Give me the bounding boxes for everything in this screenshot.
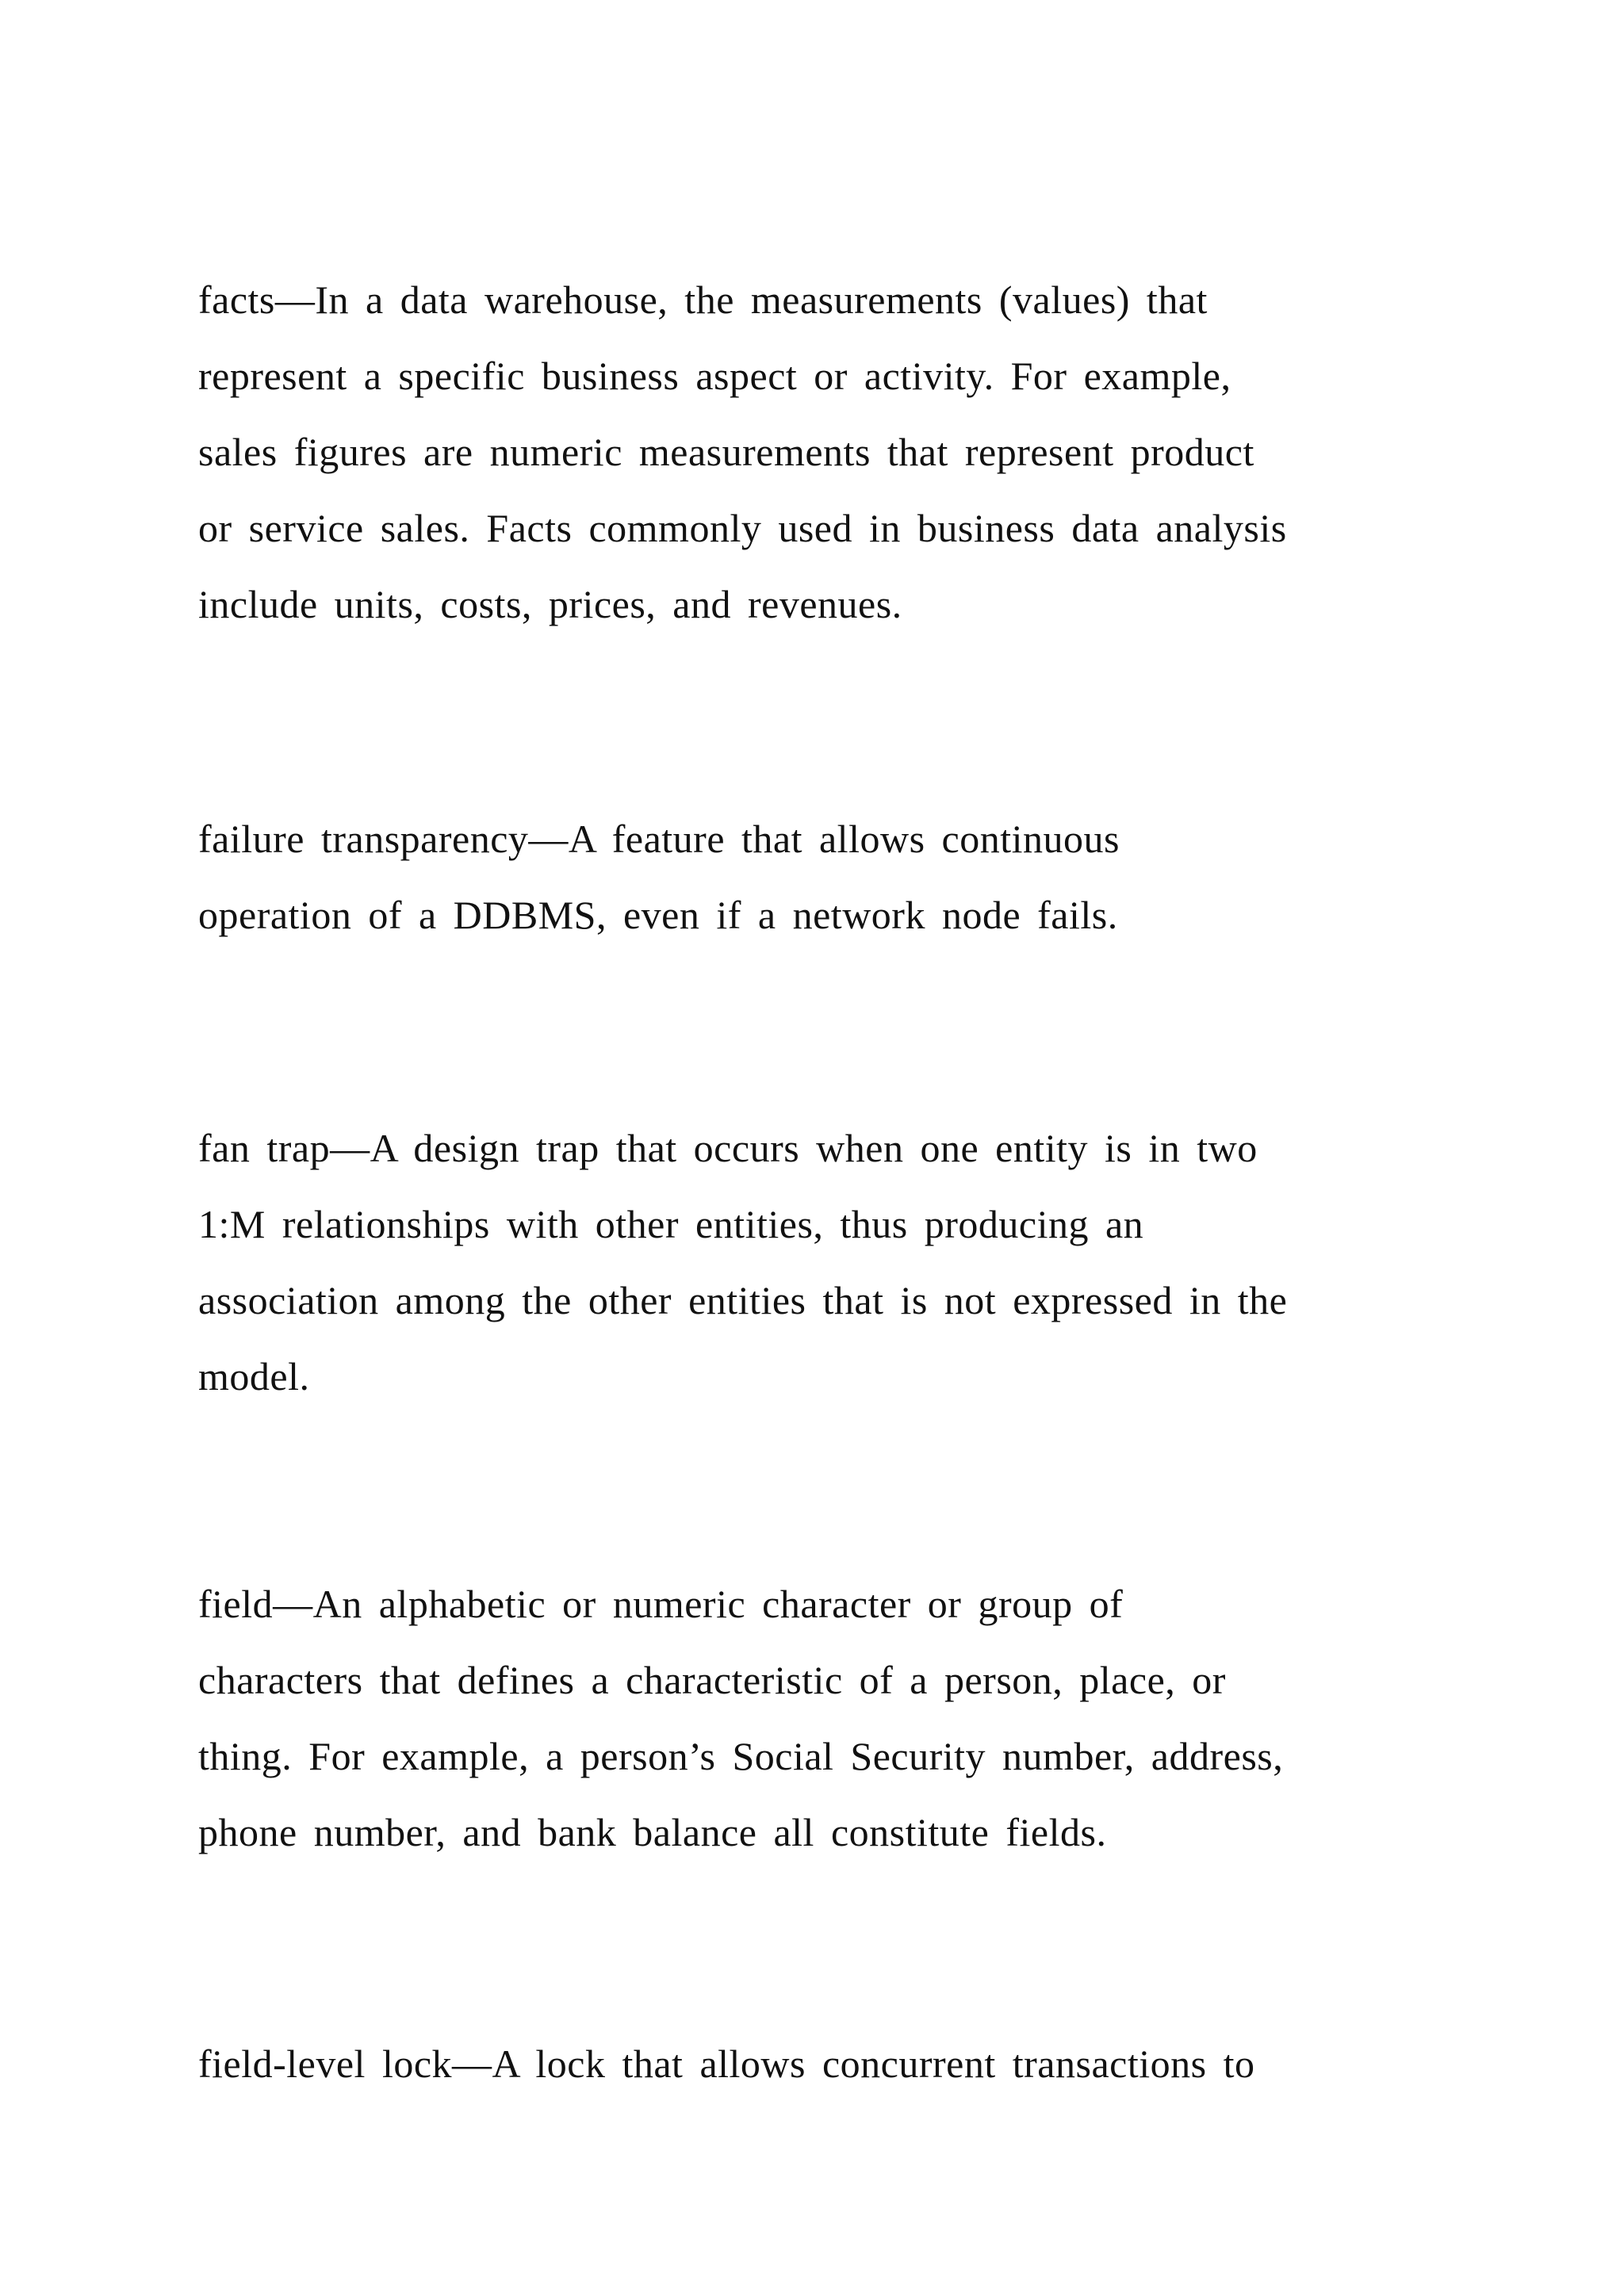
glossary-entry-fan-trap	[198, 1110, 1435, 1414]
entry-line: or service sales. Facts commonly used in business data analysis	[198, 506, 1287, 550]
entry-line: include units, costs, prices, and revenues.	[198, 582, 902, 626]
entry-line: thing. For example, a person’s Social Security number, address,	[198, 1734, 1284, 1778]
entry-line: association among the other entities that is not expressed in the	[198, 1278, 1288, 1322]
entry-line: failure transparency—A feature that allows continuous	[198, 817, 1120, 861]
glossary-entry-field-level-lock	[198, 2026, 1435, 2102]
entry-line: operation of a DDBMS, even if a network node fails.	[198, 893, 1118, 937]
entry-line: represent a specific business aspect or activity. For example,	[198, 354, 1231, 398]
entry-line: model.	[198, 1354, 310, 1399]
entry-line: field—An alphabetic or numeric character or group of	[198, 1582, 1124, 1626]
entry-line: fan trap—A design trap that occurs when one entity is in two	[198, 1126, 1258, 1170]
glossary-entry-field	[198, 1566, 1435, 1870]
entry-line: 1:M relationships with other entities, thus producing an	[198, 1202, 1144, 1246]
glossary-entry-facts	[198, 262, 1435, 642]
entry-line: field-level lock—A lock that allows concurrent transactions to	[198, 2042, 1255, 2086]
entry-line: facts—In a data warehouse, the measurements (values) that	[198, 277, 1208, 322]
glossary-entry-failure-transparency	[198, 801, 1435, 953]
entry-line: characters that defines a characteristic of a person, place, or	[198, 1658, 1226, 1702]
entry-line: phone number, and bank balance all constitute fields.	[198, 1810, 1107, 1854]
entry-line: sales figures are numeric measurements that represent product	[198, 430, 1254, 474]
